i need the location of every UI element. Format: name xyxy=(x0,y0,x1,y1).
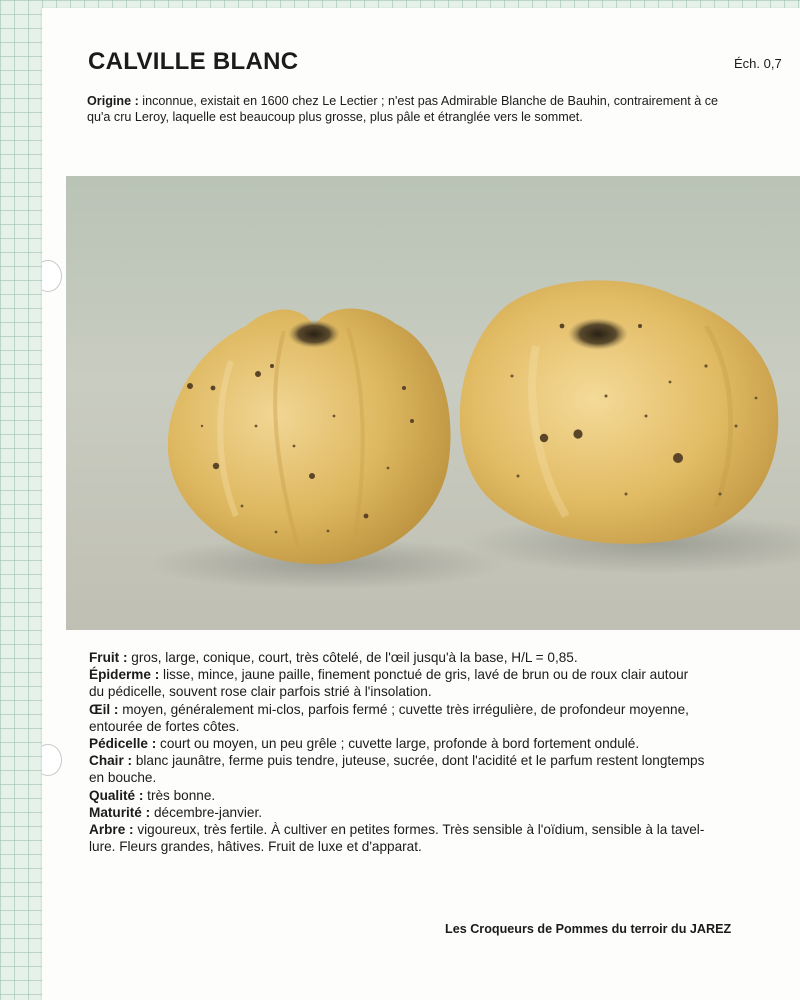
description-line xyxy=(89,787,800,804)
description-text: du pédicelle, souvent rose clair parfois strié à l'insolation. xyxy=(89,684,432,700)
description-text: entourée de fortes côtes. xyxy=(89,718,240,734)
binder-hole-bottom xyxy=(42,744,62,776)
apple-photo xyxy=(66,176,800,630)
origin-text-line2: qu'a cru Leroy, laquelle est beaucoup plus grosse, plus pâle et étranglée vers le sommet. xyxy=(87,110,583,124)
origin-paragraph xyxy=(87,93,787,125)
description-text: gros, large, conique, court, très côtelé, de l'œil jusqu'à la base, H/L = 0,85. xyxy=(127,650,578,665)
description-line xyxy=(89,718,800,735)
description-label: Pédicelle : xyxy=(89,736,157,752)
description-line xyxy=(89,804,800,821)
description-text: court ou moyen, un peu grêle ; cuvette large, profonde à bord fortement ondulé. xyxy=(156,736,640,752)
description-label: Fruit : xyxy=(89,650,128,665)
description-text: en bouche. xyxy=(89,770,157,786)
description-line xyxy=(89,649,800,666)
description-label: Œil : xyxy=(89,701,119,717)
description-line xyxy=(89,752,800,769)
description-label: Épiderme : xyxy=(89,667,160,683)
description-line xyxy=(89,666,800,683)
binder-hole-top xyxy=(42,260,62,292)
description-text: décembre-janvier. xyxy=(150,804,262,820)
description-label: Arbre : xyxy=(89,822,134,838)
description-text: lisse, mince, jaune paille, finement ponctué de gris, lavé de brun ou de roux clair autour xyxy=(159,667,689,683)
origin-label: Origine : xyxy=(87,94,139,108)
description-text: blanc jaunâtre, ferme puis tendre, juteuse, sucrée, dont l'acidité et le parfum restent longtemps xyxy=(132,753,705,769)
description-line xyxy=(89,821,800,838)
description-line xyxy=(89,701,800,718)
catalog-sheet xyxy=(42,8,800,1000)
description-text: vigoureux, très fertile. À cultiver en petites formes. Très sensible à l'oïdium, sensible à la tavel- xyxy=(133,822,705,838)
footer-credit: Les Croqueurs de Pommes du terroir du JAREZ xyxy=(445,922,732,936)
description-label: Chair : xyxy=(89,753,133,769)
description-text: moyen, généralement mi-clos, parfois fermé ; cuvette très irrégulière, de profondeur moyenne, xyxy=(118,701,689,717)
description-label: Maturité : xyxy=(89,804,151,820)
description-line xyxy=(89,769,800,786)
description-text: très bonne. xyxy=(143,787,216,803)
page-title: CALVILLE BLANC xyxy=(88,48,299,75)
description-line xyxy=(89,735,800,752)
description-text: lure. Fleurs grandes, hâtives. Fruit de luxe et d'apparat. xyxy=(89,839,422,855)
scale-label: Éch. 0,7 xyxy=(734,56,782,71)
description-label: Qualité : xyxy=(89,787,144,803)
description-block xyxy=(89,649,800,855)
description-line xyxy=(89,838,800,855)
origin-text-line1: inconnue, existait en 1600 chez Le Lectier ; n'est pas Admirable Blanche de Bauhin, contrairement à ce xyxy=(138,94,719,108)
description-line xyxy=(89,683,800,700)
